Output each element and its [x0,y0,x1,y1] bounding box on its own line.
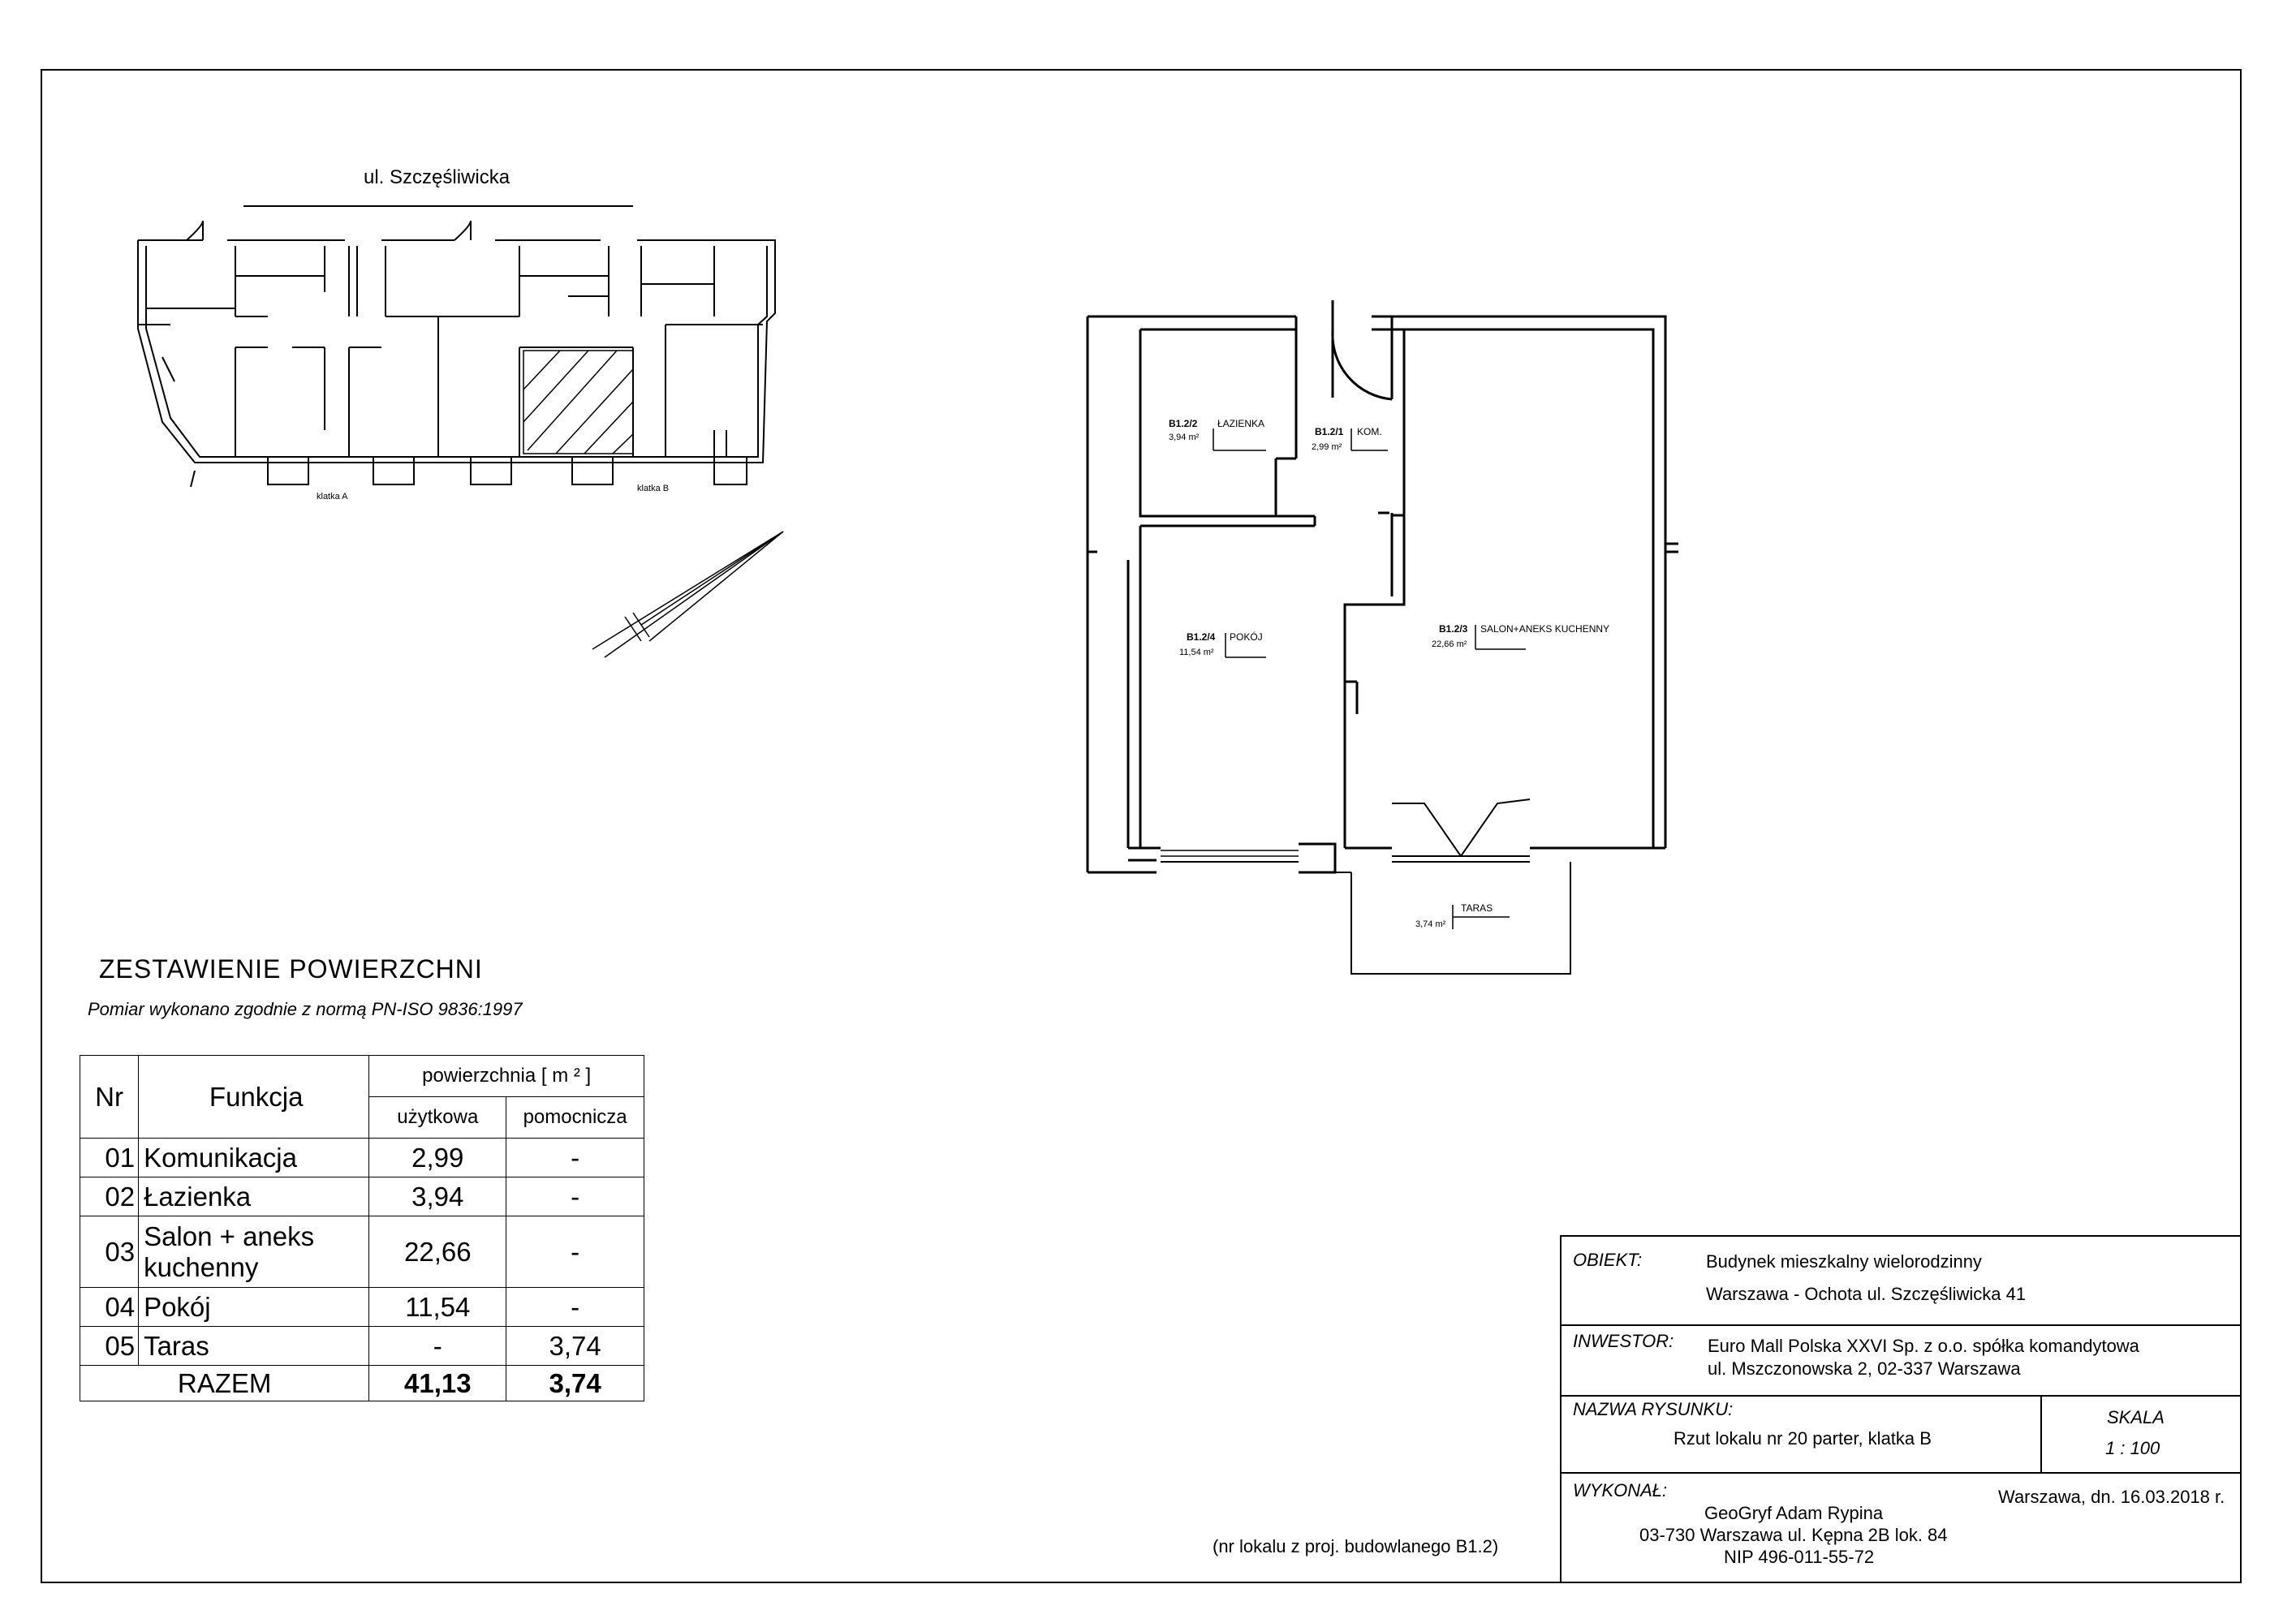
investor-label: INWESTOR: [1573,1331,1674,1351]
company-nip: NIP 496-011-55-72 [1724,1547,1875,1567]
cell-auxiliary: 3,74 [506,1327,644,1366]
stair-a-label: klatka A [317,492,348,502]
header-usable: użytkowa [369,1097,506,1139]
table-row [80,1177,644,1216]
investor-line1: Euro Mall Polska XXVI Sp. z o.o. spółka komandytowa [1708,1336,2139,1356]
table-total-row [80,1366,644,1401]
cell-nr: 03 [80,1216,139,1288]
object-label: OBIEKT: [1573,1250,1643,1270]
investor-line2: ul. Mszczonowska 2, 02-337 Warszawa [1708,1358,2021,1379]
room-name: ŁAZIENKA [1217,418,1265,429]
cell-usable: 2,99 [369,1139,506,1177]
room-code: B1.2/3 [1439,623,1468,635]
summary-norm: Pomiar wykonano zgodnie z normą PN-ISO 9836:1997 [88,999,523,1019]
header-auxiliary: pomocnicza [506,1097,644,1139]
table-row [80,1216,644,1288]
cell-auxiliary: - [506,1139,644,1177]
scale-value: 1 : 100 [2105,1438,2160,1458]
summary-title: ZESTAWIENIE POWIERZCHNI [99,954,483,984]
cell-auxiliary: - [506,1216,644,1288]
room-code: B1.2/1 [1315,426,1344,437]
drawing-label: NAZWA RYSUNKU: [1573,1399,1734,1419]
cell-auxiliary: - [506,1288,644,1327]
object-line1: Budynek mieszkalny wielorodzinny [1706,1251,1982,1272]
room-code: B1.2/2 [1169,418,1198,429]
room-code: B1.2/4 [1187,631,1216,643]
room-name: POKÓJ [1230,631,1263,643]
cell-nr: 04 [80,1288,139,1327]
room-name: SALON+ANEKS KUCHENNY [1480,623,1610,635]
key-plan [138,206,775,487]
table-row [80,1288,644,1327]
room-name: KOM. [1357,426,1382,437]
cell-function: Pokój [139,1288,369,1327]
cell-function: Salon + aneks kuchenny [139,1216,369,1288]
room-name: TARAS [1461,902,1493,914]
table-row [80,1139,644,1177]
cell-function: Komunikacja [139,1139,369,1177]
title-block [1560,1235,2242,1583]
cell-nr: 05 [80,1327,139,1366]
cell-nr: 02 [80,1177,139,1216]
room-area: 3,94 m² [1169,433,1200,442]
table-row [80,1327,644,1366]
cell-nr: 01 [80,1139,139,1177]
company-address: 03-730 Warszawa ul. Kępna 2B lok. 84 [1639,1525,1948,1545]
header-nr: Nr [80,1056,139,1139]
north-arrow [592,532,783,657]
room-area: 11,54 m² [1179,648,1214,657]
apartment-plan [1088,300,1678,974]
building-outline [138,240,775,463]
scale-label: SKALA [2107,1407,2165,1427]
cell-usable: 11,54 [369,1288,506,1327]
total-label: RAZEM [80,1366,369,1401]
drawing-name: Rzut lokalu nr 20 parter, klatka B [1674,1428,1932,1449]
cell-usable: - [369,1327,506,1366]
street-name: ul. Szczęśliwicka [364,166,510,188]
cell-auxiliary: - [506,1177,644,1216]
company-name: GeoGryf Adam Rypina [1704,1503,1884,1523]
room-label-rules [1213,428,1526,929]
room-area: 2,99 m² [1312,442,1342,452]
room-area: 3,74 m² [1415,919,1446,929]
area-summary-table [80,1055,644,1401]
cell-function: Łazienka [139,1177,369,1216]
key-plan-highlight [523,351,633,454]
place-date: Warszawa, dn. 16.03.2018 r. [1998,1487,2225,1507]
footnote: (nr lokalu z proj. budowlanego B1.2) [1213,1536,1499,1556]
header-function: Funkcja [139,1056,369,1139]
object-line2: Warszawa - Ochota ul. Szczęśliwicka 41 [1706,1284,2027,1304]
total-auxiliary: 3,74 [506,1366,644,1401]
cell-function: Taras [139,1327,369,1366]
cell-usable: 3,94 [369,1177,506,1216]
room-area: 22,66 m² [1432,639,1467,649]
stair-b-label: klatka B [637,484,670,493]
header-area: powierzchnia [ m ² ] [369,1056,644,1097]
cell-usable: 22,66 [369,1216,506,1288]
made-by-label: WYKONAŁ: [1573,1480,1668,1500]
total-usable: 41,13 [369,1366,506,1401]
